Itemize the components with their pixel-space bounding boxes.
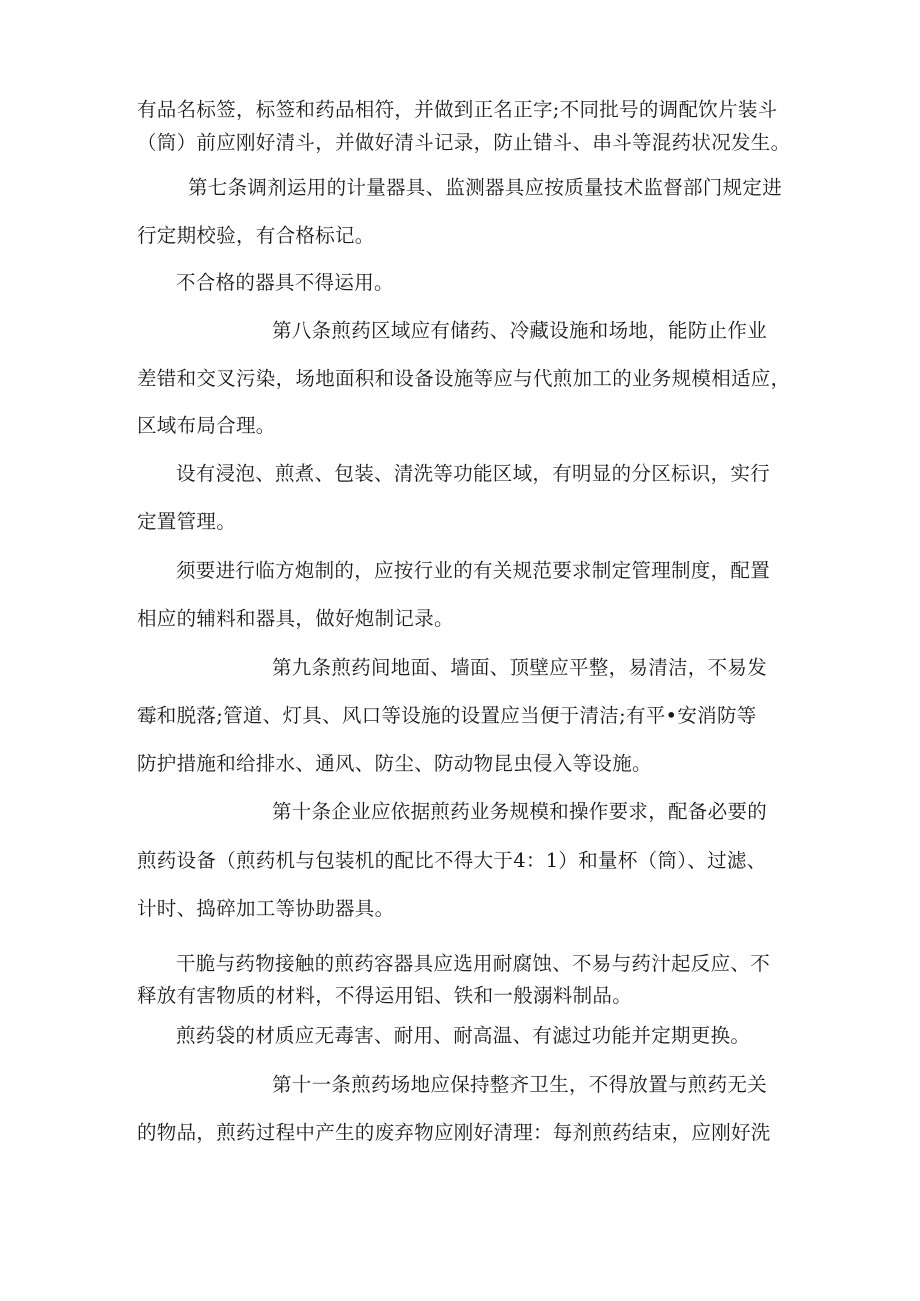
text-line: 第十条企业应依据煎药业务规模和操作要求，配备必要的 (272, 800, 768, 823)
text-line: 设有浸泡、煎煮、包装、清洗等功能区域，有明显的分区标识，实行 (176, 462, 771, 485)
text-line: 不合格的器具不得运用。 (176, 271, 394, 294)
text-line: 区域布局合理。 (137, 414, 276, 437)
text-line: 的物品，煎药过程中产生的废弃物应刚好清理：每剂煎药结束，应刚好洗 (137, 1121, 771, 1144)
text-line: 煎药袋的材质应无毒害、耐用、耐高温、有滤过功能并定期更换。 (176, 1024, 751, 1047)
text-line: 第七条调剂运用的计量器具、监测器具应按质量技术监督部门规定进 (188, 176, 783, 199)
text-line: 计时、捣碎加工等协助器具。 (137, 897, 395, 920)
text-line: 第八条煎药区域应有储药、冷藏设施和场地，能防止作业 (272, 319, 768, 342)
text-line: 煎药设备（煎药机与包装机的配比不得大于4：1）和量杯（筒）、过滤、 (137, 849, 767, 872)
text-line: 相应的辅料和器具，做好炮制记录。 (137, 607, 454, 630)
text-line: 有品名标签，标签和药品相符，并做到正名正字;不同批号的调配饮片装斗 (137, 98, 778, 121)
text-line: 霉和脱落;管道、灯具、风口等设施的设置应当便于清洁;有平•安消防等 (137, 704, 757, 727)
text-line: 干脆与药物接触的煎药容器具应选用耐腐蚀、不易与药汁起反应、不 (176, 952, 771, 975)
text-line: 释放有害物质的材料，不得运用铝、铁和一般溺料制品。 (137, 984, 633, 1007)
text-line: （筒）前应刚好清斗，并做好清斗记录，防止错斗、串斗等混药状况发生。 (137, 131, 791, 154)
text-line: 差错和交叉污染，场地面积和设备设施等应与代煎加工的业务规模相适应， (137, 367, 791, 390)
text-line: 定置管理。 (137, 510, 237, 533)
text-line: 第九条煎药间地面、墙面、顶壁应平整，易清洁，不易发 (272, 656, 768, 679)
text-line: 行定期校验，有合格标记。 (137, 224, 375, 247)
text-line: 第十一条煎药场地应保持整齐卫生，不得放置与煎药无关 (272, 1073, 768, 1096)
text-line: 防护措施和给排水、通风、防尘、防动物昆虫侵入等设施。 (137, 752, 652, 775)
text-line: 须要进行临方炮制的，应按行业的有关规范要求制定管理制度，配置 (176, 559, 771, 582)
